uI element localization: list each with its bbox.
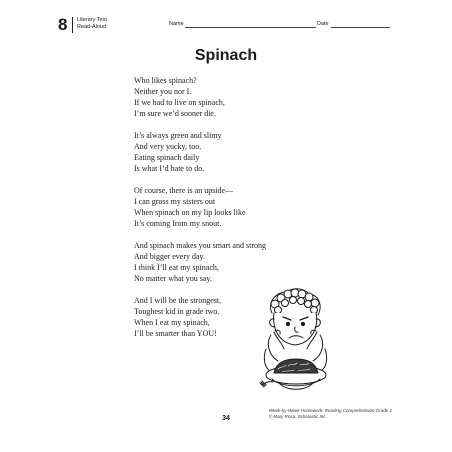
stanza <box>134 75 266 119</box>
poem-line: I’ll be smarter than YOU! <box>134 329 217 338</box>
poem-line: I’m sure we’d sooner die. <box>134 109 216 118</box>
page-number: 34 <box>222 415 230 422</box>
poem-line: Of course, there is an upside— <box>134 186 234 195</box>
date-field[interactable] <box>331 27 390 28</box>
poem-line: It’s coming from my snout. <box>134 219 222 228</box>
date-label: Date <box>317 21 329 27</box>
poem-line: Neither you nor I. <box>134 87 192 96</box>
stanza <box>134 130 266 174</box>
footnote-line-1: Week-by-Week Homework: Reading Comprehension Grade 2 <box>268 408 392 413</box>
poem-line: And bigger every day. <box>134 252 206 261</box>
stanza <box>134 240 266 284</box>
tag-line-2: Read-Aloud <box>77 23 107 30</box>
header-divider <box>72 17 73 33</box>
poem-line: I think I’ll eat my spinach, <box>134 263 219 272</box>
poem-line: Toughest kid in grade two. <box>134 307 220 316</box>
poem-line: And spinach makes you smart and strong <box>134 241 266 250</box>
poem-line: No matter what you say. <box>134 274 212 283</box>
lesson-number: 8 <box>58 15 68 34</box>
poem-title: Spinach <box>194 47 258 64</box>
poem-body <box>134 75 266 350</box>
name-field[interactable] <box>185 27 316 28</box>
poem-line: Who likes spinach? <box>134 76 197 85</box>
boy-with-spinach-illustration <box>258 287 333 397</box>
poem-line: It’s always green and slimy <box>134 131 222 140</box>
footnote-line-2: © Mary Rosa, Scholastic Inc. <box>268 414 327 419</box>
stanza <box>134 295 266 339</box>
page-header <box>58 15 398 35</box>
lesson-tag <box>77 17 107 30</box>
poem-line: When spinach on my lip looks like <box>134 208 246 217</box>
poem-line: Is what I’d hate to do. <box>134 164 205 173</box>
poem-line: If we had to live on spinach, <box>134 98 225 107</box>
poem-line: And very yucky, too. <box>134 142 202 151</box>
tag-line-1: Literary Text <box>77 17 107 23</box>
poem-line: When I eat my spinach, <box>134 318 210 327</box>
stanza <box>134 185 266 229</box>
poem-line: And I will be the strongest, <box>134 296 222 305</box>
name-label: Name <box>169 21 184 27</box>
poem-line: Eating spinach daily <box>134 153 200 162</box>
poem-line: I can gross my sisters out <box>134 197 216 206</box>
